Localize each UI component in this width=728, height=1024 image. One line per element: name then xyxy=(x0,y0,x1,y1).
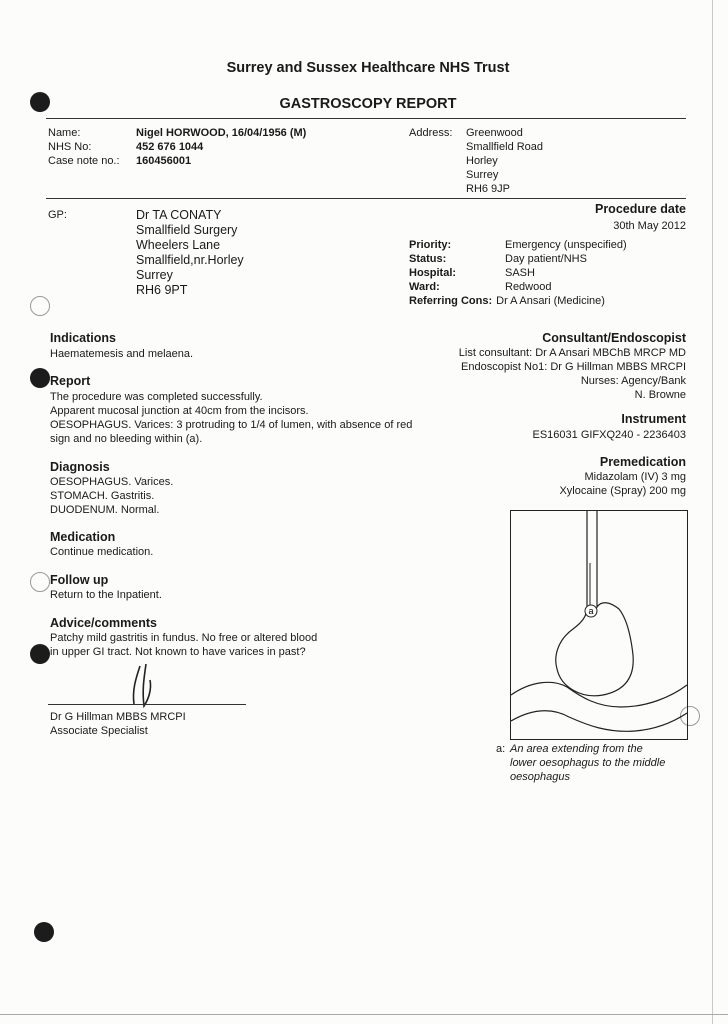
medication-heading: Medication xyxy=(50,530,116,544)
scan-edge-bottom xyxy=(0,1014,728,1015)
signature-line xyxy=(48,704,246,705)
gp-line: Dr TA CONATY xyxy=(136,208,222,222)
caption-line: oesophagus xyxy=(510,771,570,783)
address-block xyxy=(466,126,543,196)
ring-hole-left-2 xyxy=(30,572,50,592)
priority-label: Priority: xyxy=(409,239,452,251)
status-label: Status: xyxy=(409,253,447,265)
punch-hole-middle-lower xyxy=(30,644,50,664)
stomach-diagram xyxy=(510,510,688,740)
signatory-name: Dr G Hillman MBBS MRCPI xyxy=(50,711,186,723)
gp-line: RH6 9PT xyxy=(136,283,188,297)
consultant-heading: Consultant/Endoscopist xyxy=(542,331,686,345)
name-label: Name: xyxy=(48,127,81,139)
report-title: GASTROSCOPY REPORT xyxy=(279,96,457,112)
diagnosis-line: STOMACH. Gastritis. xyxy=(50,490,155,502)
report-line: The procedure was completed successfully. xyxy=(50,391,263,403)
gp-line: Smallfield Surgery xyxy=(136,223,238,237)
address-line: RH6 9JP xyxy=(466,183,511,195)
advice-line: Patchy mild gastritis in fundus. No free or altered blood xyxy=(50,632,318,644)
nhs-label: NHS No: xyxy=(48,141,92,153)
case-note-number: 160456001 xyxy=(136,155,192,167)
advice-body xyxy=(50,631,317,659)
diagram-caption xyxy=(496,742,665,784)
nhs-number: 452 676 1044 xyxy=(136,141,204,153)
signatory-role: Associate Specialist xyxy=(50,725,148,737)
address-line: Surrey xyxy=(466,169,499,181)
address-label: Address: xyxy=(409,127,453,139)
address-line: Smallfield Road xyxy=(466,141,544,153)
ring-hole-left-1 xyxy=(30,296,50,316)
diagnosis-line: DUODENUM. Normal. xyxy=(50,504,160,516)
premedication-heading: Premedication xyxy=(599,455,686,469)
procedure-date-heading: Procedure date xyxy=(594,202,686,216)
premedication-body xyxy=(559,470,686,498)
hospital-label: Hospital: xyxy=(409,267,457,279)
gp-line: Surrey xyxy=(136,268,173,282)
follow-up-text: Return to the Inpatient. xyxy=(50,589,162,601)
premedication-line: Midazolam (IV) 3 mg xyxy=(584,471,686,483)
report-heading: Report xyxy=(50,374,91,388)
ward-value: Redwood xyxy=(505,281,552,293)
ward-label: Ward: xyxy=(409,281,440,293)
diagnosis-body xyxy=(50,475,173,517)
gp-line: Wheelers Lane xyxy=(136,238,221,252)
diagnosis-line: OESOPHAGUS. Varices. xyxy=(50,476,174,488)
gp-block xyxy=(136,208,244,298)
indications-heading: Indications xyxy=(50,331,116,345)
medication-text: Continue medication. xyxy=(50,546,154,558)
diagram-marker: a xyxy=(588,606,594,616)
referring-label: Referring Cons: xyxy=(409,295,493,307)
caption-line: An area extending from the xyxy=(510,743,643,755)
patient-details xyxy=(48,126,306,168)
advice-line: in upper GI tract. Not known to have varices in past? xyxy=(50,646,306,658)
consultant-line: Endoscopist No1: Dr G Hillman MBBS MRCPI xyxy=(461,361,686,373)
indications-text: Haematemesis and melaena. xyxy=(50,348,194,360)
diagnosis-heading: Diagnosis xyxy=(50,460,110,474)
handwritten-signature xyxy=(118,660,178,710)
premedication-line: Xylocaine (Spray) 200 mg xyxy=(559,485,686,497)
consultant-body xyxy=(459,346,686,402)
header-rule xyxy=(46,118,686,119)
instrument-heading: Instrument xyxy=(621,412,686,426)
advice-heading: Advice/comments xyxy=(50,616,157,630)
address-line: Greenwood xyxy=(466,127,523,139)
hospital-value: SASH xyxy=(505,267,535,279)
case-note-label: Case note no.: xyxy=(48,155,120,167)
gp-label: GP: xyxy=(48,209,67,221)
gp-line: Smallfield,nr.Horley xyxy=(136,253,244,267)
stomach-outline xyxy=(511,511,687,739)
caption-line: lower oesophagus to the middle xyxy=(510,757,666,769)
referring-value: Dr A Ansari (Medicine) xyxy=(496,295,605,307)
address-line: Horley xyxy=(466,155,498,167)
report-line: sign and no bleeding within (a). xyxy=(50,433,203,445)
patient-rule xyxy=(46,198,686,199)
follow-up-heading: Follow up xyxy=(50,573,109,587)
priority-value: Emergency (unspecified) xyxy=(505,239,627,251)
scan-edge-right xyxy=(712,0,713,1024)
procedure-details xyxy=(409,238,627,308)
trust-name: Surrey and Sussex Healthcare NHS Trust xyxy=(226,60,510,76)
report-line: OESOPHAGUS. Varices: 3 protruding to 1/4 of lumen, with absence of red xyxy=(50,419,413,431)
status-value: Day patient/NHS xyxy=(505,253,587,265)
consultant-line: List consultant: Dr A Ansari MBChB MRCP MD xyxy=(458,347,686,359)
consultant-line: Nurses: Agency/Bank xyxy=(580,375,686,387)
procedure-date: 30th May 2012 xyxy=(613,220,686,232)
report-line: Apparent mucosal junction at 40cm from the incisors. xyxy=(50,405,309,417)
patient-name: Nigel HORWOOD, 16/04/1956 (M) xyxy=(136,127,307,139)
caption-key: a: xyxy=(496,743,506,755)
instrument-value: ES16031 GIFXQ240 - 2236403 xyxy=(532,429,686,441)
punch-hole-bottom xyxy=(34,922,54,942)
consultant-line: N. Browne xyxy=(634,389,686,401)
punch-hole-middle-upper xyxy=(30,368,50,388)
report-body xyxy=(50,390,412,446)
